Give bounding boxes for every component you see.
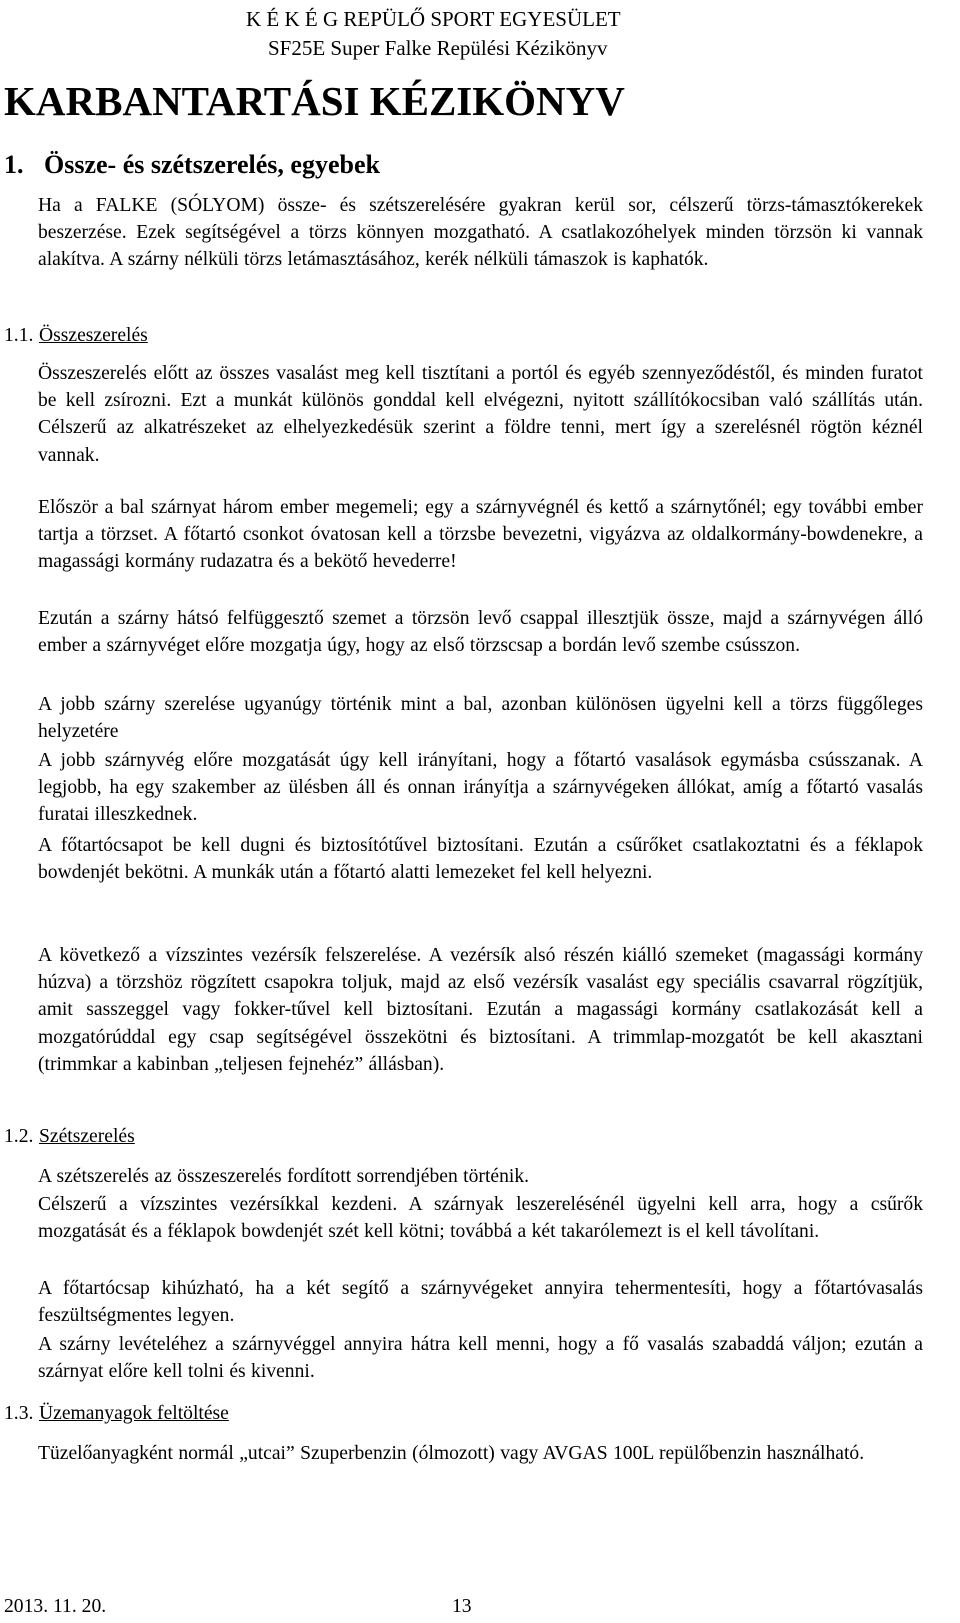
section-1-1-paragraph: Összeszerelés előtt az összes vasalást meg kell tisztítani a portól és egyéb szennyeződéstől, és minden furatot be kell zsírozni. Ezt a munkát különös gonddal kell elvégezni, nyitott szállítókocsiban való szállítás után. Célszerű az alkatrészeket az elhelyezkedésük szerint a földre tenni, mert így a szerelésnél rögtön kéznél vannak.: [38, 363, 923, 466]
section-1-2-title: Szétszerelés: [39, 1126, 135, 1147]
section-1-intro: Ha a FALKE (SÓLYOM) össze- és szétszerelésére gyakran kerül sor, célszerű törzs-támasztókerekek beszerzése. Ezek segítségével a törzs könnyen mozgatható. A csatlakozóhelyek minden törzsön ki vannak alakítva. A szárny nélküli törzs letámasztásához, kerék nélküli támaszok is kaphatók.: [38, 195, 923, 271]
section-1-2-paragraph: A szétszerelés az összeszerelés fordított sorrendjében történik.: [38, 1166, 530, 1187]
section-1-3-heading: [4, 1400, 229, 1427]
section-1-2-heading: [4, 1123, 135, 1150]
section-1-1-paragraph: A jobb szárny szerelése ugyanúgy történik mint a bal, azonban különösen ügyelni kell a törzs függőleges helyzetére: [38, 694, 923, 743]
section-1-1-heading: [4, 322, 148, 349]
page-footer: [4, 1593, 904, 1620]
section-1-3-number: 1.3.: [4, 1403, 34, 1424]
section-1-1-paragraph: Ezután a szárny hátsó felfüggesztő szemet a törzsön levő csappal illesztjük össze, majd a szárnyvégen álló ember a szárnyvéget előre mozgatja úgy, hogy az első törzscsap a bordán levő szembe csússzon.: [38, 608, 923, 657]
section-1-1-title: Összeszerelés: [39, 325, 148, 346]
page-title: KARBANTARTÁSI KÉZIKÖNYV: [4, 78, 625, 124]
section-1-1-paragraph: A főtartócsapot be kell dugni és biztosítótűvel biztosítani. Ezután a csűrőket csatlakoztatni és a féklapok bowdenjét bekötni. A munkák után a főtartó alatti lemezeket fel kell helyezni.: [38, 835, 923, 884]
section-1-1-paragraph: A következő a vízszintes vezérsík felszerelése. A vezérsík alsó részén kiálló szemeket (magassági kormány húzva) a törzshöz rögzített csapokra toljuk, majd az első vezérsík vasalást egy speciális csavarral rögzítjük, amit sasszeggel vagy fokker-tűvel kell biztosítani. Ezután a magassági kormány csatlakozását kell a mozgatórúddal egy csap segítségével összekötni és biztosítani. A trimmlap-mozgatót be kell akasztani (trimmkar a kabinban „teljesen fejnehéz” állásban).: [38, 945, 923, 1075]
page-number: 13: [452, 1596, 472, 1617]
section-1-1-number: 1.1.: [4, 325, 34, 346]
section-1-1-paragraph: A jobb szárnyvég előre mozgatását úgy kell irányítani, hogy a főtartó vasalások egymásba csússzanak. A legjobb, ha egy szakember az ülésben áll és onnan irányítja a szárnyvégeken állókat, amíg a főtartó vasalás furatai illeszkednek.: [38, 750, 923, 826]
section-1-2-number: 1.2.: [4, 1126, 34, 1147]
section-1-heading: [4, 148, 380, 182]
footer-date: 2013. 11. 20.: [4, 1596, 107, 1617]
section-1-title: Össze- és szétszerelés, egyebek: [44, 150, 380, 179]
header-organization: K É K É G REPÜLŐ SPORT EGYESÜLET: [246, 7, 621, 31]
section-1-1-paragraph: Először a bal szárnyat három ember megemeli; egy a szárnyvégnél és kettő a szárnytőnél; egy további ember tartja a törzset. A főtartó csonkot óvatosan kell a törzsbe bevezetni, vigyázva az oldalkormány-bowdenekre, a magassági kormány rudazatra és a bekötő hevederre!: [38, 497, 923, 573]
section-1-3-paragraph: Tüzelőanyagként normál „utcai” Szuperbenzin (ólmozott) vagy AVGAS 100L repülőbenzin használható.: [38, 1443, 865, 1464]
section-1-2-paragraph: Célszerű a vízszintes vezérsíkkal kezdeni. A szárnyak leszerelésénél ügyelni kell arra, hogy a csűrők mozgatását és a féklapok bowdenjét szét kell kötni; továbbá a két takarólemezt is el kell távolítani.: [38, 1194, 923, 1243]
section-1-number: 1.: [4, 150, 24, 179]
section-1-3-title: Üzemanyagok feltöltése: [39, 1403, 229, 1424]
section-1-2-paragraph: A főtartócsap kihúzható, ha a két segítő a szárnyvégeket annyira tehermentesíti, hogy a főtartóvasalás feszültségmentes legyen.: [38, 1278, 923, 1327]
header-document-title: SF25E Super Falke Repülési Kézikönyv: [268, 36, 608, 60]
section-1-2-paragraph: A szárny levételéhez a szárnyvéggel annyira hátra kell menni, hogy a fő vasalás szabaddá váljon; ezután a szárnyat előre kell tolni és kivenni.: [38, 1334, 923, 1383]
